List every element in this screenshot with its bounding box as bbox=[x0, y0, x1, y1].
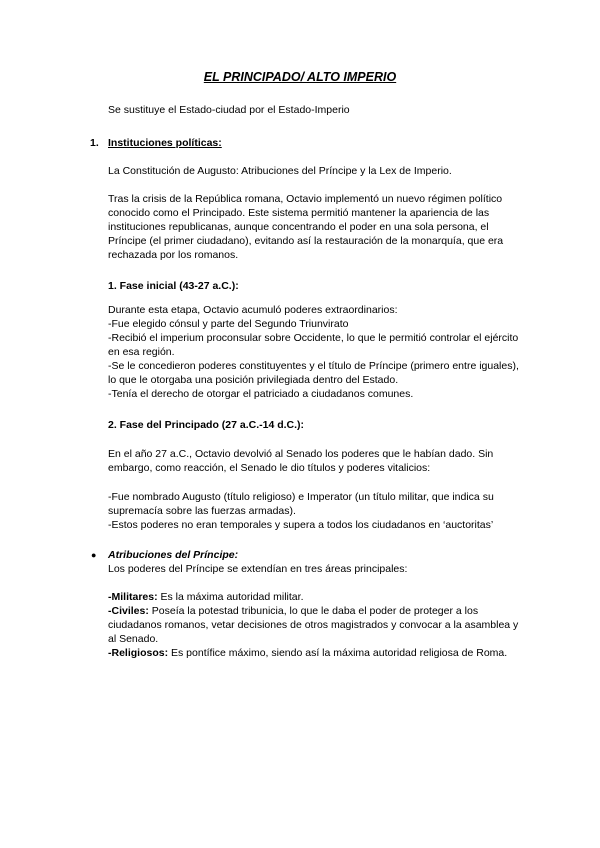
attributions-intro: Los poderes del Príncipe se extendían en tres áreas principales: bbox=[108, 563, 408, 575]
military-item bbox=[108, 590, 528, 604]
section-heading: Instituciones políticas: bbox=[108, 137, 222, 149]
military-label: -Militares: bbox=[108, 591, 158, 603]
phase1-item: -Fue elegido cónsul y parte del Segundo Triunvirato bbox=[108, 318, 349, 330]
bullet-icon: ● bbox=[91, 550, 97, 560]
document-title: EL PRINCIPADO/ ALTO IMPERIO bbox=[203, 70, 397, 84]
attributions-heading: Atribuciones del Príncipe: bbox=[108, 549, 239, 561]
civil-label: -Civiles: bbox=[108, 605, 149, 617]
phase1-item: -Tenía el derecho de otorgar el patriciado a ciudadanos comunes. bbox=[108, 388, 414, 400]
phase2-paragraph: En el año 27 a.C., Octavio devolvió al Senado los poderes que le habían dado. Sin embargo, como reacción, el Senado le dio títulos y poderes vitalicios: bbox=[108, 448, 494, 474]
military-text: Es la máxima autoridad militar. bbox=[157, 591, 304, 603]
phase2-heading: 2. Fase del Principado (27 a.C.-14 d.C.): bbox=[108, 419, 305, 431]
phase2-item: -Fue nombrado Augusto (título religioso) e Imperator (un título militar, que indica su supremacía sobre las fuerzas armadas). bbox=[108, 491, 494, 517]
phase2-block bbox=[108, 490, 528, 532]
religious-text: Es pontífice máximo, siendo así la máxima autoridad religiosa de Roma. bbox=[168, 647, 508, 659]
intro-text: Se sustituye el Estado-ciudad por el Estado-Imperio bbox=[108, 104, 350, 116]
principate-paragraph: Tras la crisis de la República romana, Octavio implementó un nuevo régimen político conocido como el Principado. Este sistema permitió mantener la apariencia de las instituciones republicanas, aunque concentrando el poder en una sola persona, el Príncipe (el primer ciudadano), evitando así la restauración de la monarquía, que era rechazada por los romanos. bbox=[108, 193, 504, 261]
religious-label: -Religiosos: bbox=[108, 647, 169, 659]
section-number: 1. bbox=[90, 137, 99, 149]
attributions-list bbox=[108, 590, 528, 660]
phase1-item: -Se le concedieron poderes constituyentes y el título de Príncipe (primero entre iguales), lo que le otorgaba una posición privilegiada dentro del Estado. bbox=[108, 360, 519, 386]
civil-text: Poseía la potestad tribunicia, lo que le daba el poder de proteger a los ciudadanos romanos, vetar decisiones de otros magistrados y convocar a la asamblea y al Senado. bbox=[108, 605, 519, 645]
phase1-item: -Recibió el imperium proconsular sobre Occidente, lo que le permitió controlar el ejército en esa región. bbox=[108, 332, 519, 358]
civil-item bbox=[108, 604, 528, 646]
constitution-text: La Constitución de Augusto: Atribuciones del Príncipe y la Lex de Imperio. bbox=[108, 165, 452, 177]
phase1-block bbox=[108, 303, 528, 401]
phase2-item: -Estos poderes no eran temporales y supera a todos los ciudadanos en ‘auctoritas’ bbox=[108, 519, 494, 531]
religious-item bbox=[108, 646, 528, 660]
phase1-intro: Durante esta etapa, Octavio acumuló poderes extraordinarios: bbox=[108, 304, 398, 316]
phase1-heading: 1. Fase inicial (43-27 a.C.): bbox=[108, 280, 239, 292]
